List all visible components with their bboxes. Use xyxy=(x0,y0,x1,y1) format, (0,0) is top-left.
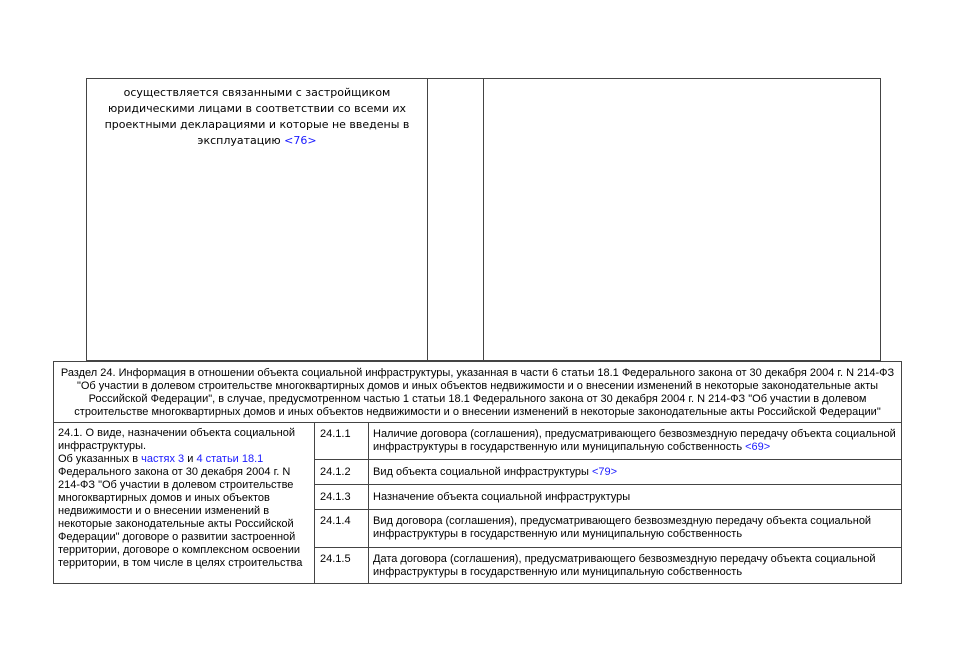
group-prefix: Об указанных в xyxy=(58,453,142,465)
top-text-body: осуществляется связанными с застройщиком юридическими лицами в соответствии со всеми их проектными декларациями и которые не введены в эксплуатацию xyxy=(104,86,410,147)
row-description xyxy=(369,485,902,510)
section-title: Раздел 24. Информация в отношении объекта социальной инфраструктуры, указанная в части 6 статьи 18.1 Федерального закона от 30 декабря 2004 г. N 214-ФЗ "Об участии в долевом строительстве многоквартирных домов и иных объектов недвижимости и о внесении изменений в некоторые законодательные акты Российской Федерации", в случае, предусмотренном частью 1 статьи 18.1 Федерального закона от 30 декабря 2004 г. N 214-ФЗ "Об участии в долевом строительстве многоквартирных домов и иных объектов недвижимости и о внесении изменений в некоторые законодательные акты Российской Федерации" xyxy=(60,367,895,418)
row-text: Наличие договора (соглашения), предусматривающего безвозмездную передачу объекта социальной инфраструктуры в государственную или муниципальную собственность xyxy=(373,428,896,453)
section-24-table xyxy=(53,361,902,584)
top-empty-cell-2 xyxy=(484,79,881,361)
group-middle: и xyxy=(184,453,197,465)
link-article-18-1[interactable]: 4 статьи 18.1 xyxy=(196,453,264,465)
row-number: 24.1.4 xyxy=(315,510,369,548)
footnote-link-69[interactable]: <69> xyxy=(745,441,771,453)
group-body xyxy=(58,453,310,570)
link-parts-3[interactable]: частях 3 xyxy=(141,453,185,465)
row-text: Дата договора (соглашения), предусматривающего безвозмездную передачу объекта социальной инфраструктуры в государственную или муниципальную собственность xyxy=(373,553,876,578)
group-suffix: Федерального закона от 30 декабря 2004 г. N 214-ФЗ "Об участии в долевом строительстве многоквартирных домов и иных объектов недвижимости и о внесении изменений в некоторые законодательные акты Российской Федерации" договоре о развитии застроенной территории, договоре о комплексном освоении территории, в том числе в целях строительства xyxy=(58,466,303,569)
row-text: Вид объекта социальной инфраструктуры xyxy=(373,466,589,478)
row-number: 24.1.1 xyxy=(315,423,369,460)
row-number: 24.1.5 xyxy=(315,548,369,584)
footnote-link-79[interactable]: <79> xyxy=(591,466,618,478)
top-empty-cell-1 xyxy=(428,79,484,361)
row-description xyxy=(369,510,902,548)
row-description xyxy=(369,423,902,460)
row-number: 24.1.2 xyxy=(315,460,369,485)
row-number: 24.1.3 xyxy=(315,485,369,510)
row-text: Назначение объекта социальной инфраструктуры xyxy=(373,491,631,503)
group-description-cell xyxy=(54,423,315,584)
top-text xyxy=(87,79,427,149)
row-description xyxy=(369,460,902,485)
top-table xyxy=(86,78,881,361)
row-text: Вид договора (соглашения), предусматривающего безвозмездную передачу объекта социальной инфраструктуры в государственную или муниципальную собственность xyxy=(373,515,872,540)
footnote-link-76[interactable]: <76> xyxy=(284,134,317,147)
top-text-cell xyxy=(87,79,428,361)
section-title-cell xyxy=(54,362,902,423)
group-heading: 24.1. О виде, назначении объекта социальной инфраструктуры. xyxy=(58,427,295,452)
row-description xyxy=(369,548,902,584)
